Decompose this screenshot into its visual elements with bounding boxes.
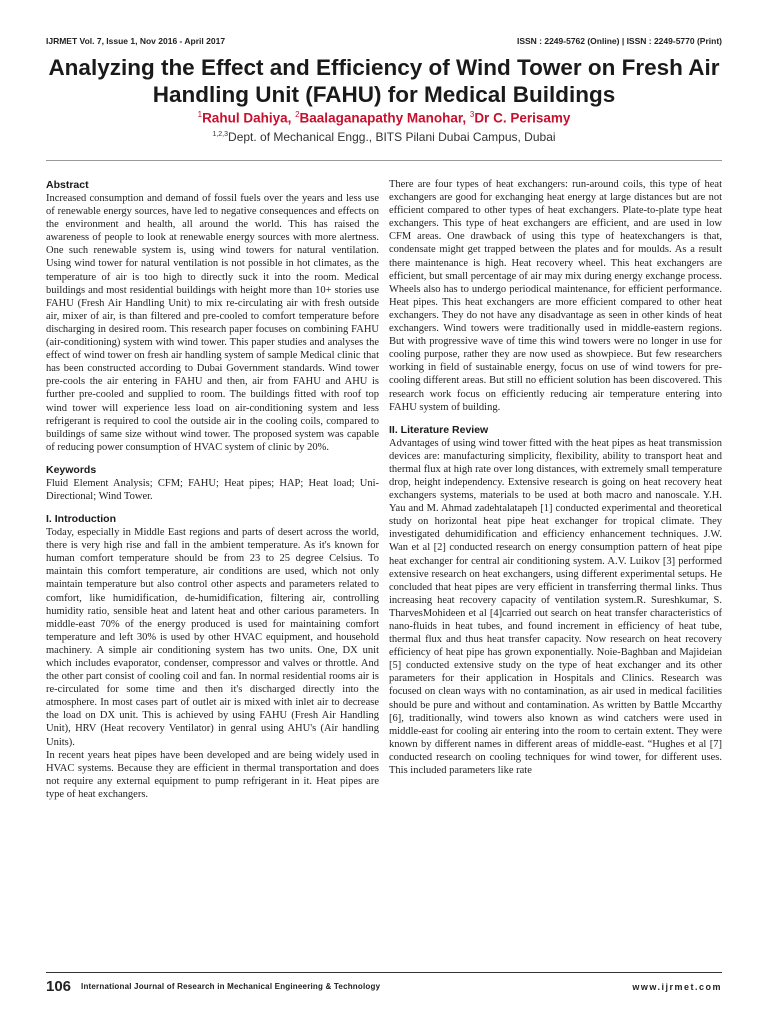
- page-number: 106: [46, 978, 72, 995]
- journal-url: www.ijrmet.com: [632, 981, 722, 992]
- introduction-heading: I. Introduction: [46, 513, 116, 526]
- keywords-text: Fluid Element Analysis; CFM; FAHU; Heat pipes; HAP; Heat load; Uni-Directional; Wind Tower.: [46, 477, 379, 502]
- affiliation-text: Dept. of Mechanical Engg., BITS Pilani Dubai Campus, Dubai: [228, 130, 556, 144]
- left-column: [46, 178, 379, 801]
- introduction-para-1: Today, especially in Middle East regions and parts of desert across the world, there is very high rise and fall in the ambient temperature. As it's known for human comfort temperature should be from 23 to 25 degree Celsius. To maintain this comfort temperature, air conditions are used, which not only maintain temperature but also control other aspects and parameters related to comfort, like humidification, de-humidification, filtering air, controlling humidity ratio, sensible heat and latent heat and other carious parameters. In middle-east 70% of the energy produced is used for maintaining comfort temperature and left 30% is used by other HVAC equipment, and household machinery. A simple air conditioning system has two units. One, DX unit which includes evaporator, condenser, compressor and valves or throttle. And the other part consist of cooling coil and fan. In normal residential rooms air is re-circulated for some time and then it's discharged directly into the atmosphere. In most cases part of outlet air is mixed with inlet air to decrease the load on DX unit. This is achieved by using FAHU (Fresh Air Handling Unit), HRV (Heat recovery Ventilator) in genral using AHU's (Air handling Units).: [46, 527, 379, 748]
- author-2: Baalaganapathy Manohar,: [299, 110, 470, 126]
- keywords-heading: Keywords: [46, 463, 97, 476]
- abstract-text: Increased consumption and demand of fossil fuels over the years and less use of renewable energy sources, have led to negative consequences and effects on the environment and health, all around the world. This has raised the awareness of people to look at renewable energy sources with more alertness. One such renewable system is, using wind towers for natural ventilation. Using wind tower for natural ventilation is not possible in hot climates, as the temperature of air is too high to directly suck it into the room. Medical buildings and most residential buildings with height more than 10+ stories use FAHU (Fresh Air Handling Unit) to mix re-circulating air with fresh outside air, mixer of air, is than filtered and pre-cooled to comfort temperature before discharging in desired room. This research paper focuses on combining FAHU (air-conditioning) system with wind tower. This paper studies and analyses the effect of wind tower on fresh air handling system of sample Medical clinic that has been constructed according to Dubai Government standards. Wind tower pre-cools the air entering in FAHU and then, air from FAHU and AHU is further pre-cooled and supplied to room. The buildings fitted with roof top wind tower will experience less load on air-conditioning system and less refrigerant is required to cool the outside air in the cooling coils, compared to buildings of same size without wind tower. The proposed system was capable of reducing power consumption of HVAC system of clinic by 20%.: [46, 193, 379, 453]
- author-3-sup: 3: [469, 110, 475, 119]
- literature-heading: II. Literature Review: [389, 423, 489, 436]
- issn-info: ISSN : 2249-5762 (Online) | ISSN : 2249-5770 (Print): [516, 36, 722, 46]
- paper-title: Analyzing the Effect and Efficiency of Wind Tower on Fresh Air Handling Unit (FAHU) for Medical Buildings: [48, 55, 720, 107]
- author-2-sup: 2: [295, 110, 300, 119]
- abstract-heading: Abstract: [46, 179, 89, 191]
- journal-name: International Journal of Research in Mechanical Engineering & Technology: [81, 982, 381, 991]
- journal-volume-info: IJRMET Vol. 7, Issue 1, Nov 2016 - April 2017: [46, 36, 226, 46]
- author-3: Dr C. Perisamy: [474, 110, 571, 126]
- introduction-para-3: There are four types of heat exchangers: run-around coils, this type of heat exchangers are good for exchanging heat energy at large distances but are not efficient compared to other types of heat exchangers. Plate-to-plate type heat exchangers. This type of heat exchangers are efficient, and are used in low CFM areas. One drawback of using this type of heatexchangers is that, condensate might get trapped between the plates and for moulds. As a result there maintenance is high. Heat recovery wheel. This heat exchangers are efficient, but small percentage of air may mix during energy exchange process. Wheels also has to undergo periodical maintenance, for efficient performance. Heat pipes. This heat exchangers are more efficient compared to other heat exchangers. They do not have any disadvantage as seen in other kinds of heat exchangers. Wind towers were traditionally used in middle-eastern regions. But with progressive wave of time this wind towers were no longer in use for cooling purpose, rather they are now used as showpiece. But few researchers working in field of sustainable energy, focus on use of wind towers for pre-cooling different areas. But still no efficient solution has been discovered. This research work focus on efficiently reducing air temperature entering into FAHU system of building.: [389, 179, 722, 413]
- page-footer: [46, 978, 722, 995]
- affiliation-sup: 1,2,3: [212, 131, 229, 138]
- footer-divider: [46, 972, 722, 973]
- literature-text: Advantages of using wind tower fitted with the heat pipes as heat transmission devices are: manufacturing simplicity, flexibility, ability to transport heat and thermal flux at high rate over long distances, with extremely small temperature drop, height independency. Extensive research is going on heat recovery heat exchangers systems, materials to be used at both macro and nanoscale. Y.H. Yau and M. Ahmad zadehtalatapeh [1] conducted experimental and theoretical study on horizontal heat pipe heat exchanger for tropical climate. They investigated dehumidification and efficiency enhancement techniques. J.W. Wan et al [2] conducted research on energy consumption pattern of heat pipe heat exchanger for central air conditioning system. A.V. Luikov [3] performed extensive research on heat exchangers, using different experimental setups. He concluded that heat pipes are very efficient in transferring thermal links. Thus increasing heat recovery capacity of ventilation system.R. Sureshkumar, S. TharvesMohideen et al [4]carried out search on heat transfer characteristics of nano-fluids in heat tubes, and found increment in efficiency of heat tube, thermal flux and thus heat transfer capacity. Now research on heat recovery efficiency of heat pipe has grown exponentially. Noie-Baghban and Majideian [5] conducted extensive study on the type of heat exchanger and its other parameters for their application in Hospitals and Clinics. Research was focused on clean ways with no contamination, as air used in medical facilities should be pure and without and contamination. As written by Battle Mccarthy [6], traditionally, wind towers also known as wind catchers were used in middle-east for cooling air entering into the room to certain extent. They were known by different names in different areas of middle-east. “Hughes et al [7] conducted research on cooling techniques for wind tower, for different uses. This included parameters like rate: [389, 437, 722, 777]
- author-1-sup: 1: [197, 110, 203, 119]
- running-header: [46, 36, 722, 46]
- right-column: [389, 178, 722, 777]
- author-list: [0, 110, 768, 126]
- author-1: Rahul Dahiya,: [202, 110, 296, 126]
- title-divider: [46, 160, 722, 161]
- affiliation: [0, 130, 768, 144]
- introduction-para-2: In recent years heat pipes have been developed and are being widely used in HVAC systems. Because they are efficient in thermal transportation and does not require any external equipment to pump refrigerant in it. Heat pipes are type of heat exchangers.: [46, 749, 379, 800]
